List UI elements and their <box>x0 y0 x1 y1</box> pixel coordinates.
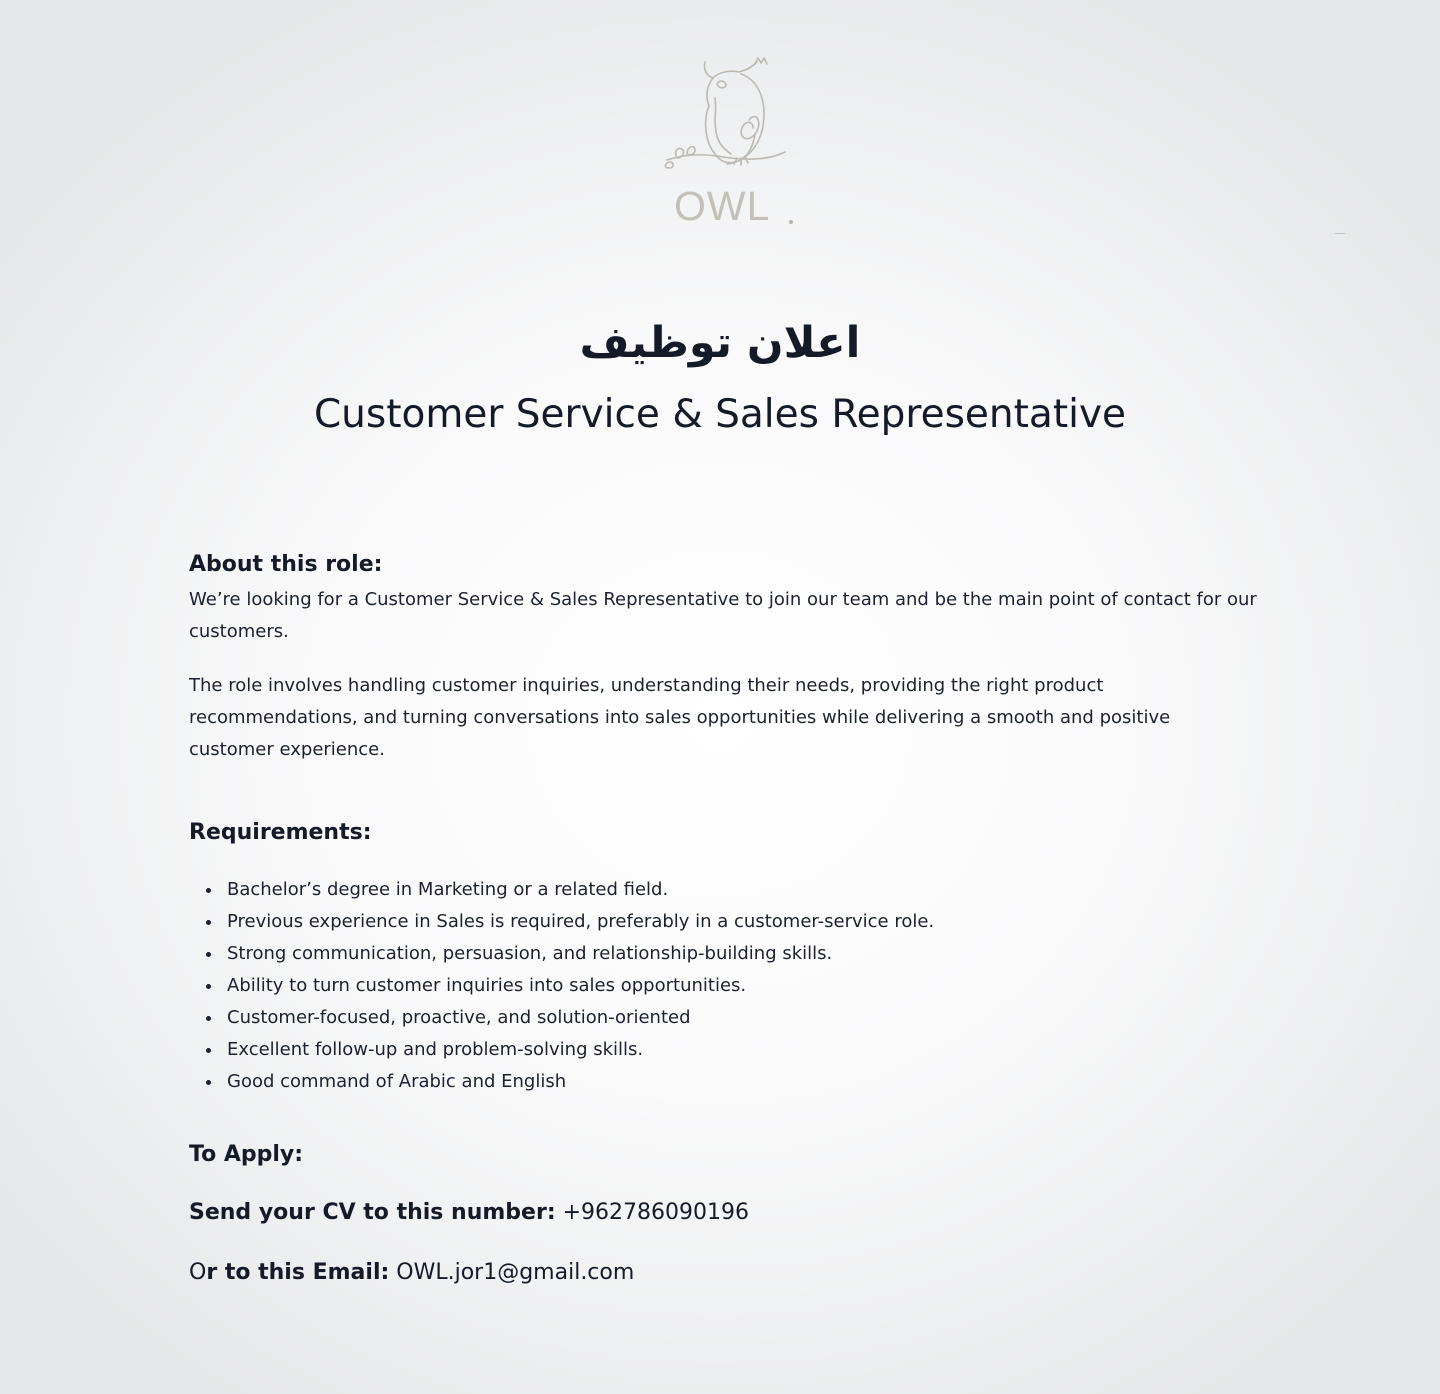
logo-wordmark: OWL <box>674 183 771 229</box>
arabic-title: اعلان توظيف <box>579 318 861 368</box>
about-heading: About this role: <box>189 552 383 577</box>
apply-heading: To Apply: <box>189 1142 304 1167</box>
requirement-text: Bachelor’s degree in Marketing or a related field. <box>227 879 669 900</box>
email-label: r to this Email: <box>206 1260 390 1285</box>
bullet-icon <box>206 1048 211 1053</box>
requirement-text: Previous experience in Sales is required, preferably in a customer-service role. <box>227 911 935 932</box>
requirement-text: Ability to turn customer inquiries into sales opportunities. <box>227 975 747 996</box>
email-label-lead: O <box>189 1260 207 1285</box>
owl-line-drawing-icon <box>655 50 805 180</box>
about-paragraph-1: We’re looking for a Customer Service & Sales Representative to join our team and be the main point of contact for our customers. <box>189 589 1257 642</box>
bullet-icon <box>206 888 211 893</box>
email-row <box>189 1256 1259 1290</box>
phone-label: Send your CV to this number: <box>189 1200 556 1225</box>
job-description <box>189 548 1259 1290</box>
list-item <box>189 938 1259 970</box>
bullet-icon <box>206 1080 211 1085</box>
phone-row <box>189 1196 1259 1230</box>
email-address: OWL.jor1@gmail.com <box>396 1260 635 1285</box>
requirement-text: Good command of Arabic and English <box>227 1071 567 1092</box>
about-paragraph-2: The role involves handling customer inquiries, understanding their needs, providing the right product recommendations, and turning conversations into sales opportunities while delivering a smooth and positive customer experience. <box>189 675 1171 760</box>
job-title: Customer Service & Sales Representative <box>313 392 1127 437</box>
list-item <box>189 1034 1259 1066</box>
list-item <box>189 874 1259 906</box>
requirement-text: Customer-focused, proactive, and solution-oriented <box>227 1007 691 1028</box>
requirement-text: Excellent follow-up and problem-solving skills. <box>227 1039 644 1060</box>
bullet-icon <box>206 1016 211 1021</box>
bullet-icon <box>206 952 211 957</box>
logo-dot <box>789 220 793 224</box>
phone-number: +962786090196 <box>562 1200 750 1225</box>
requirements-list <box>189 874 1259 1098</box>
bullet-icon <box>206 984 211 989</box>
requirements-heading: Requirements: <box>189 820 372 845</box>
list-item <box>189 1002 1259 1034</box>
list-item <box>189 1066 1259 1098</box>
logo-diacritic <box>1335 233 1345 237</box>
bullet-icon <box>206 920 211 925</box>
list-item <box>189 906 1259 938</box>
requirement-text: Strong communication, persuasion, and relationship-building skills. <box>227 943 833 964</box>
list-item <box>189 970 1259 1002</box>
